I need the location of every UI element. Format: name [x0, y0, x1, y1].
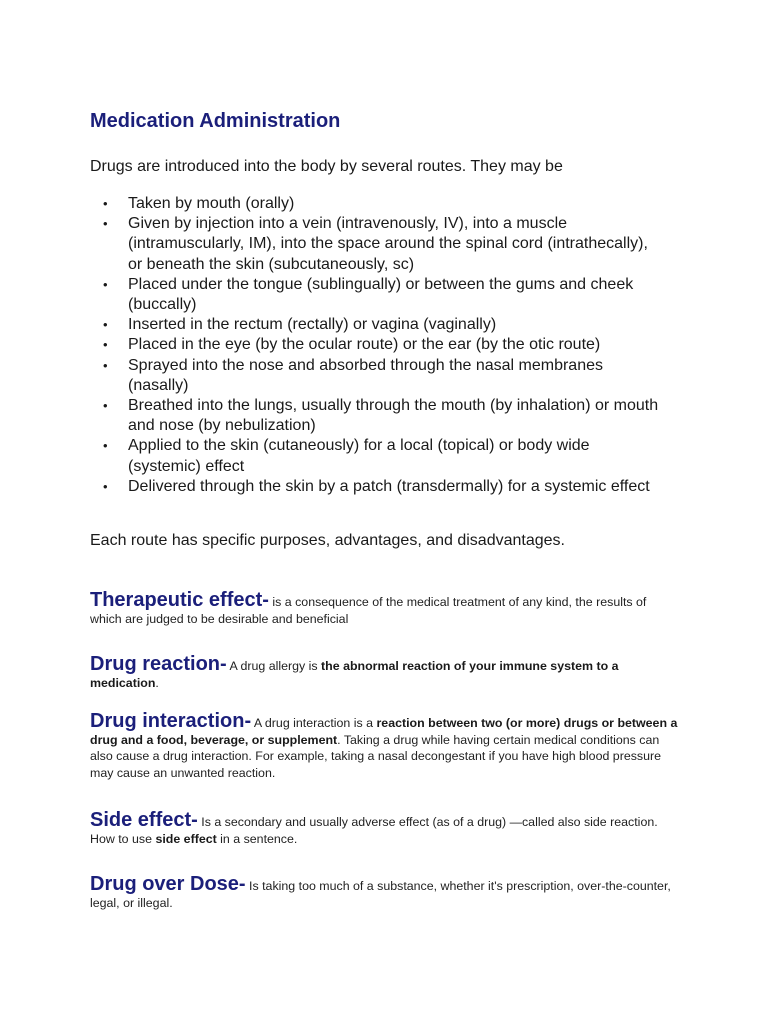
definition-text: is a consequence of the medical treatment of any kind, the results of which are judged to be desirable and beneficial [90, 595, 647, 626]
list-item [90, 335, 665, 355]
intro-paragraph: Drugs are introduced into the body by several routes. They may be [90, 158, 563, 175]
list-item [90, 214, 665, 275]
definition-text: . Taking a drug while having certain medical conditions can also cause a drug interaction. For example, taking a nasal decongestant if you have high blood pressure may cause an unwanted reaction. [90, 732, 662, 780]
list-item [90, 436, 665, 476]
route-text: Applied to the skin (cutaneously) for a local (topical) or body wide (systemic) effect [128, 437, 590, 475]
definition-drug-overdose [90, 873, 680, 911]
routes-list [90, 194, 665, 497]
route-text: Given by injection into a vein (intravenously, IV), into a muscle (intramuscularly, IM), into the space around the spinal cord (intrathecally), or beneath the skin (subcutaneously, sc) [128, 215, 648, 273]
definition-text: A drug allergy is [226, 659, 322, 673]
definition-text: Is taking too much of a substance, whether it's prescription, over-the-counter, legal, or illegal. [90, 879, 671, 910]
route-text: Delivered through the skin by a patch (transdermally) for a systemic effect [128, 477, 650, 495]
bullet-icon: • [103, 317, 108, 333]
definition-bold-text: side effect [155, 831, 217, 846]
definition-text: A drug interaction is a [251, 716, 377, 730]
route-text: Inserted in the rectum (rectally) or vagina (vaginally) [128, 316, 497, 334]
route-text: Placed in the eye (by the ocular route) or the ear (by the otic route) [128, 336, 601, 354]
term-heading: Drug interaction- [90, 710, 252, 732]
bullet-icon: • [103, 438, 108, 454]
bullet-icon: • [103, 337, 108, 353]
definition-bold-text: the abnormal reaction of your immune system to a medication [90, 659, 619, 690]
bullet-icon: • [103, 478, 108, 494]
routes-summary: Each route has specific purposes, advantages, and disadvantages. [90, 532, 565, 549]
route-text: Taken by mouth (orally) [128, 195, 295, 212]
route-text: Breathed into the lungs, usually through the mouth (by inhalation) or mouth and nose (by nebulization) [128, 397, 659, 435]
term-heading: Side effect- [90, 809, 198, 831]
definition-bold-text: reaction between two (or more) drugs or between a drug and a food, beverage, or supplement [90, 716, 678, 747]
list-item [90, 275, 665, 315]
term-heading: Drug over Dose- [90, 873, 246, 895]
bullet-icon: • [103, 216, 108, 232]
bullet-icon: • [103, 398, 108, 414]
list-item [90, 194, 665, 214]
route-text: Sprayed into the nose and absorbed through the nasal membranes (nasally) [128, 356, 603, 394]
list-item [90, 356, 665, 396]
bullet-icon: • [103, 357, 108, 373]
definition-drug-reaction [90, 653, 680, 691]
route-text: Placed under the tongue (sublingually) or between the gums and cheek (buccally) [128, 275, 634, 314]
term-heading: Drug reaction- [90, 653, 227, 675]
term-heading: Therapeutic effect- [90, 589, 269, 611]
bullet-icon: • [103, 276, 108, 292]
list-item [90, 396, 665, 436]
definition-therapeutic-effect [90, 589, 680, 627]
list-item [90, 477, 665, 497]
list-item [90, 315, 665, 335]
definition-text: . [155, 675, 159, 690]
bullet-icon: • [103, 196, 108, 211]
definition-side-effect [90, 809, 680, 847]
definition-text: Is a secondary and usually adverse effect (as of a drug) —called also side reaction. How to use [90, 815, 658, 846]
definition-drug-interaction [90, 710, 680, 781]
page-title: Medication Administration [90, 110, 341, 132]
definition-text: in a sentence. [216, 831, 298, 846]
